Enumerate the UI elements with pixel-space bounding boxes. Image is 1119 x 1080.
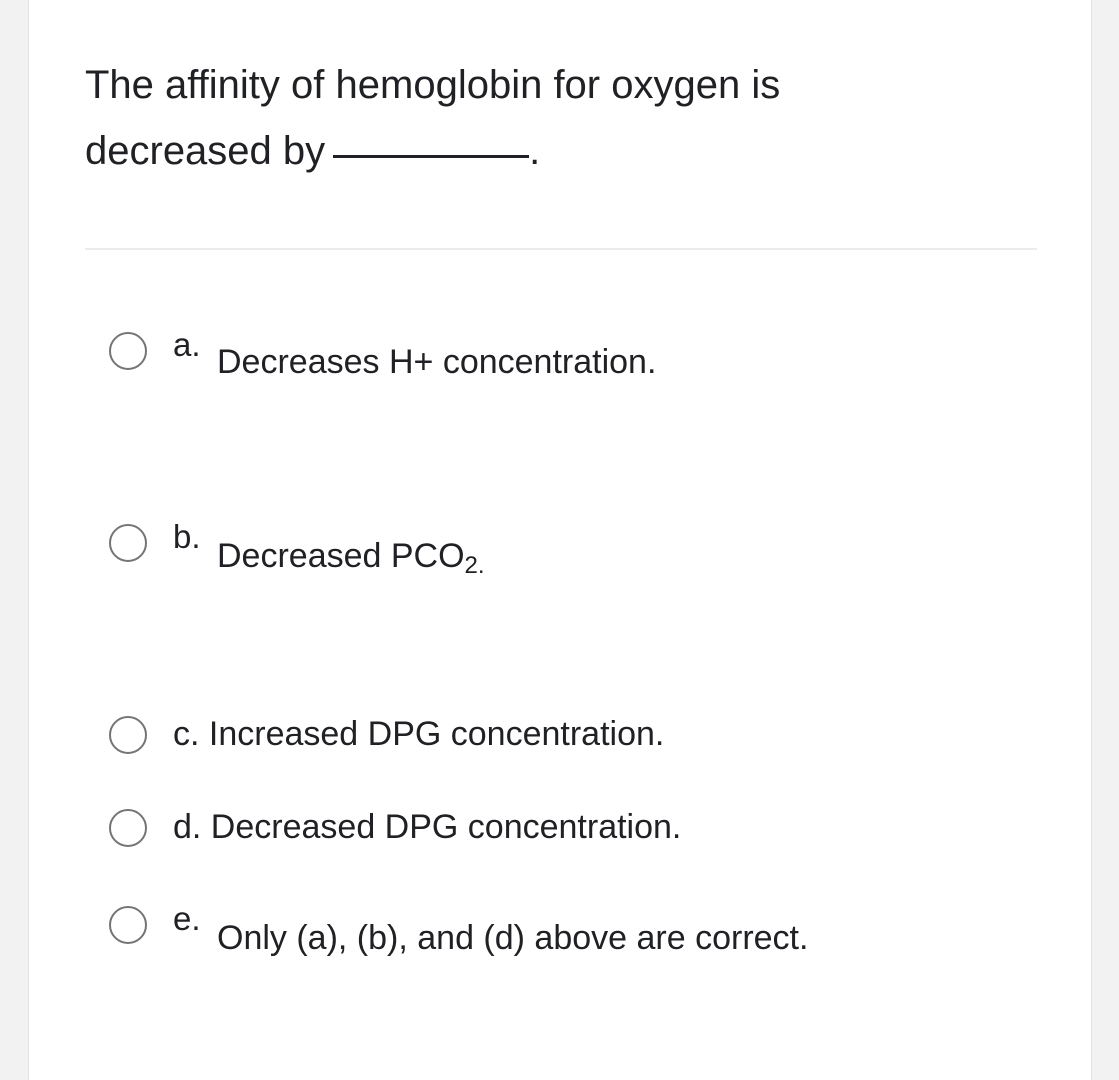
option-b-text <box>217 536 485 579</box>
question-end-punct: . <box>529 129 541 173</box>
radio-a-icon[interactable] <box>109 332 147 370</box>
radio-d-icon[interactable] <box>109 809 147 847</box>
option-e-text: Only (a), (b), and (d) above are correct. <box>217 919 809 957</box>
option-a-letter: a. <box>173 326 201 363</box>
radio-e-icon[interactable] <box>109 906 147 944</box>
option-b-letter: b. <box>173 518 201 555</box>
option-b-text-main: Decreased PCO <box>217 537 465 575</box>
divider <box>85 248 1037 250</box>
question-text <box>85 52 1025 184</box>
radio-c-icon[interactable] <box>109 716 147 754</box>
answer-blank <box>333 155 529 158</box>
option-c-text: c. Increased DPG concentration. <box>173 715 665 753</box>
option-a-text: Decreases H+ concentration. <box>217 343 657 381</box>
question-card <box>28 0 1092 1080</box>
question-line-1: The affinity of hemoglobin for oxygen is <box>85 63 781 107</box>
question-line-2: decreased by <box>85 129 326 173</box>
option-b-subscript: 2. <box>464 552 485 579</box>
radio-b-icon[interactable] <box>109 524 147 562</box>
option-e-letter: e. <box>173 900 201 937</box>
option-d-text: d. Decreased DPG concentration. <box>173 808 682 846</box>
